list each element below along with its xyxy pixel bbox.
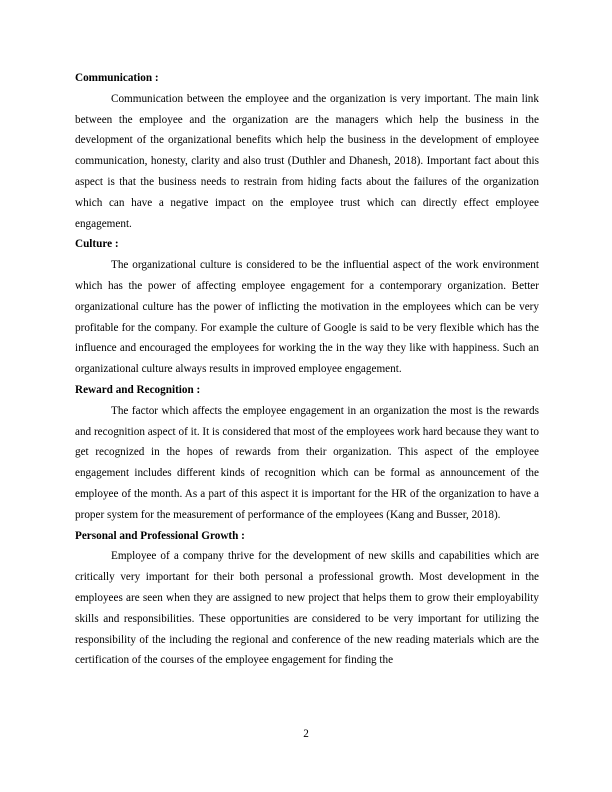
section-paragraph: Communication between the employee and the organization is very important. The main link between the employee and the organization are the managers which help the business in the development of the organizational benefits which help the business in the development of employee communication, honesty, clarity and also trust (Duthler and Dhanesh, 2018). Important fact about this aspect is that the business needs to restrain from hiding facts about the failures of the organization which can have a negative impact on the employee trust which can directly effect employee engagement. (75, 92, 539, 230)
section-paragraph: The factor which affects the employee engagement in an organization the most is the rewards and recognition aspect of it. It is considered that most of the employees work hard because they want to get recognized in the hopes of rewards from their organization. This aspect of the employee engagement includes different kinds of recognition which can be formal as announcement of the employee of the month. As a part of this aspect it is important for the HR of the organization to have a proper system for the measurement of performance of the employees (Kang and Busser, 2018). (75, 404, 539, 521)
page-content (75, 68, 539, 671)
section-paragraph: The organizational culture is considered to be the influential aspect of the work environment which has the power of affecting employee engagement for a contemporary organization. Better organizational culture has the power of inflicting the motivation in the employees which can be very profitable for the company. For example the culture of Google is said to be very flexible which has the influence and encouraged the employees for working the in the way they like with happiness. Such an organizational culture always results in improved employee engagement. (75, 259, 539, 376)
section-heading: Personal and Professional Growth : (75, 529, 245, 542)
section-culture (75, 234, 539, 380)
section-heading: Culture : (75, 238, 119, 251)
section-personal-professional-growth (75, 526, 539, 672)
section-heading: Reward and Recognition : (75, 383, 201, 396)
section-reward-recognition (75, 380, 539, 526)
page-number: 2 (303, 728, 309, 740)
section-paragraph: Employee of a company thrive for the development of new skills and capabilities which are critically very important for their both personal a professional growth. Most development in the employees are seen when they are assigned to new project that helps them to grow their employability skills and responsibilities. These opportunities are considered to be very important for utilizing the responsibility of the including the regional and conference of the new reading materials which are the certification of the courses of the employee engagement for finding the (75, 550, 539, 667)
section-heading: Communication : (75, 72, 159, 84)
section-communication (75, 68, 539, 234)
